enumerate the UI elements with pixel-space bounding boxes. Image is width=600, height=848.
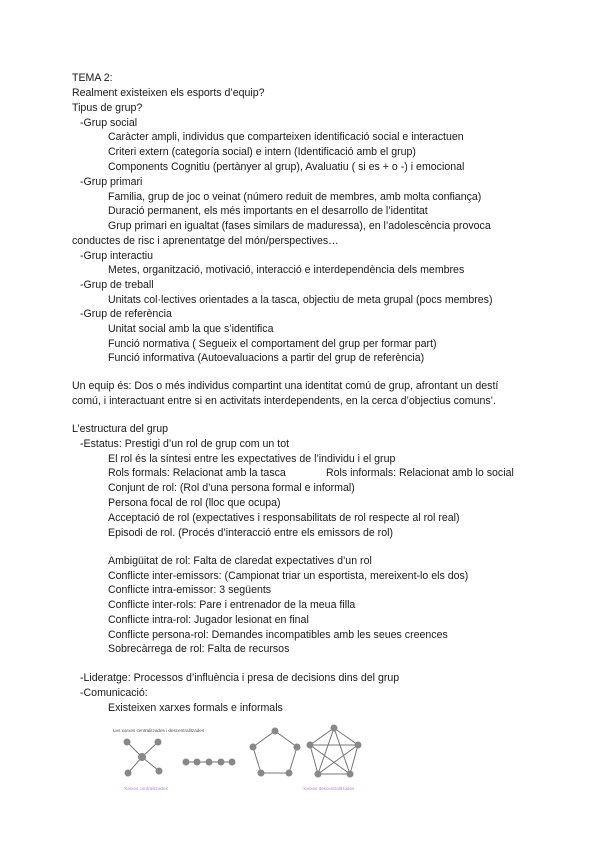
circle-network: [253, 731, 297, 773]
list-item: Persona focal de rol (lloc que ocupa): [108, 497, 281, 509]
network-node: [272, 728, 279, 735]
network-node: [125, 770, 132, 777]
rols-formals: Rols formals: Relacionat amb la tasca: [108, 467, 286, 479]
doc-title: TEMA 2:: [72, 72, 113, 84]
list-item: Sobrecàrrega de rol: Falta de recursos: [108, 643, 290, 655]
network-node: [218, 759, 225, 766]
lideratge-line: -Lideratge: Processos d’influència i presa de decisions dins del grup: [80, 672, 400, 684]
caption-centralized: Xarxes centralitzades: [124, 786, 168, 791]
list-item: Episodi de rol. (Procés d’interacció entre els emissors de rol): [108, 527, 393, 539]
grup-social-heading: -Grup social: [80, 117, 138, 129]
list-item: Unitat social amb la que s’identifica: [108, 323, 274, 335]
rol-sintesi: El rol és la síntesi entre les expectatives de l’individu i el grup: [108, 453, 396, 465]
grup-interactiu-heading: -Grup interactiu: [80, 250, 154, 262]
network-node: [331, 725, 338, 732]
xarxes-line: Existeixen xarxes formals e informals: [108, 702, 283, 714]
network-node: [250, 744, 257, 751]
estatus-line: -Estatus: Prestigi d’un rol de grup com un tot: [80, 438, 290, 450]
list-item: Conflicte intra-rol: Jugador lesionat en final: [108, 614, 309, 626]
list-item: Conflicte persona-rol: Demandes incompatibles amb les seues creences: [108, 629, 448, 641]
grup-treball-heading: -Grup de treball: [80, 279, 154, 291]
list-item: Conjunt de rol: (Rol d’una persona formal e informal): [108, 482, 355, 494]
list-item: Conflicte inter-emissors: (Campionat triar un esportista, mereixent-lo els dos): [108, 570, 469, 582]
caption-decentralized: Xarxes descentralitzades: [303, 786, 355, 791]
diagram-top-caption: Les xarxes centralitzades i descentralitzades: [113, 728, 205, 733]
rols-informals: Rols informals: Relacionat amb lo social: [326, 467, 514, 479]
equip-definition-line: Un equip és: Dos o més individus compartint una identitat comú de grup, afrontant un destí: [72, 380, 499, 392]
network-node: [294, 744, 301, 751]
list-item: Caràcter ampli, individus que comparteixen identificació social e interactuen: [108, 131, 464, 143]
list-item: Conflicte inter-rols: Pare i entrenador de la meua filla: [108, 599, 356, 611]
network-node: [183, 759, 190, 766]
comunicacio-heading: -Comunicació:: [80, 687, 148, 699]
list-item: Unitats col·lectives orientades a la tasca, objectiu de meta grupal (pocs membres): [108, 294, 493, 306]
star-center-node: [138, 753, 146, 761]
network-node: [229, 759, 236, 766]
list-item: Conflicte intra-emissor: 3 següents: [108, 584, 272, 596]
list-item: Criteri extern (categoría social) e intern (Identificació amb el grup): [108, 146, 416, 158]
grup-primari-heading: -Grup primari: [80, 176, 143, 188]
network-node: [307, 742, 314, 749]
equip-definition-line: comú, i interactuant entre si en activitats interdependents, en la cerca d’objectius comuns’.: [72, 395, 496, 407]
list-item: Familia, grup de joc o veinat (número reduit de membres, amb molta confiança): [108, 191, 482, 203]
network-node: [355, 742, 362, 749]
types-heading: Tipus de grup?: [72, 102, 143, 114]
network-node: [315, 771, 322, 778]
list-item: Grup primari en igualtat (fases similars de maduressa), en l’adolescència provoca: [108, 220, 491, 232]
network-node: [258, 770, 265, 777]
network-node: [155, 739, 162, 746]
network-node: [347, 771, 354, 778]
list-item: Duració permanent, els més importants en el desarrollo de l’identitat: [108, 205, 428, 217]
list-item: Components Cognitiu (pertànyer al grup), Avaluatiu ( si es + o -) i emocional: [108, 161, 465, 173]
question: Realment existeixen els esports d’equip?: [72, 87, 265, 99]
estructura-heading: L’estructura del grup: [72, 423, 168, 435]
list-item: Funció informativa (Autoevaluacions a partir del grup de referència): [108, 352, 425, 364]
network-node: [194, 759, 201, 766]
network-node: [156, 768, 163, 775]
list-item: Ambigüitat de rol: Falta de claredat expectatives d’un rol: [108, 555, 372, 567]
network-node: [124, 739, 131, 746]
network-node: [206, 759, 213, 766]
list-item-continuation: conductes de risc i aprenentatge del món/perspectives…: [72, 235, 339, 247]
network-node: [286, 770, 293, 777]
list-item: Metes, organització, motivació, interacció e interdependència dels membres: [108, 264, 465, 276]
all-channel-network: [310, 728, 358, 774]
list-item: Acceptació de rol (expectatives i responsabilitats de rol respecte al rol real): [108, 512, 460, 524]
grup-referencia-heading: -Grup de referència: [80, 308, 172, 320]
list-item: Funció normativa ( Segueix el comportament del grup per formar part): [108, 338, 437, 350]
